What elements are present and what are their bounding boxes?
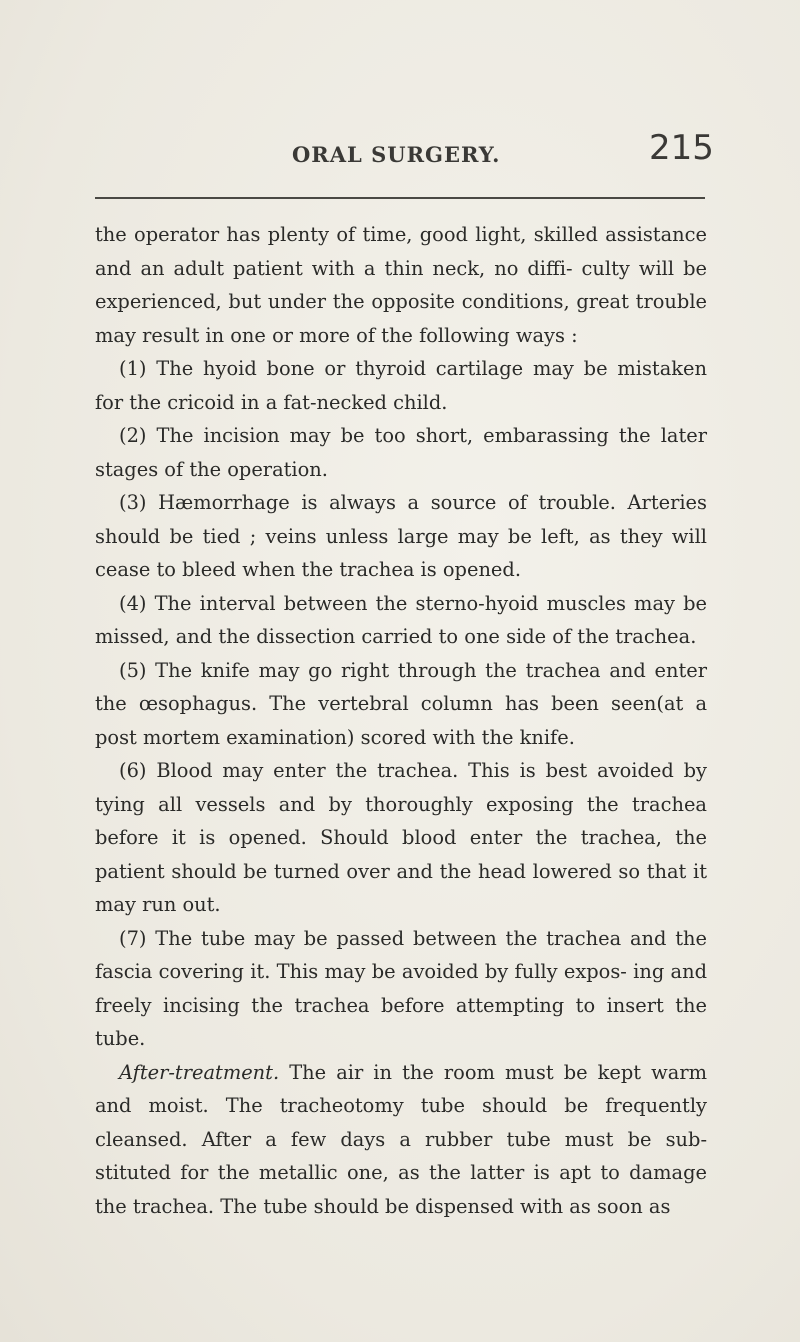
body-text [95,218,707,1223]
paragraph-item-4: (4) The interval between the sterno-hyoid muscles may be missed, and the dissection carried to one side of the trachea. [95,591,707,648]
header-rule [95,197,705,199]
paragraph-continuation: the operator has plenty of time, good light, skilled assistance and an adult patient with a thin neck, no diffi- culty will be experienced, but under the opposite conditions, great trouble may result in one or more of the following ways : [95,223,707,347]
paragraph-item-1: (1) The hyoid bone or thyroid cartilage may be mistaken for the cricoid in a fat-necked child. [95,357,707,414]
after-treatment-heading: After-treatment. [119,1060,280,1084]
paragraph-after-treatment [95,1056,707,1224]
paragraph-item-6: (6) Blood may enter the trachea. This is best avoided by tying all vessels and by thoroughly exposing the trachea before it is opened. Should blood enter the trachea, the patient should be turned over and the head lowered so that it may run out. [95,759,707,916]
page-number: 215 [649,128,714,168]
paragraph-item-3: (3) Hæmorrhage is always a source of trouble. Arteries should be tied ; veins unless large may be left, as they will cease to bleed when the trachea is opened. [95,491,707,581]
after-treatment-text: The air in the room must be kept warm and moist. The tracheotomy tube should be frequently cleansed. After a few days a rubber tube must be sub- stituted for the metallic one, as the latter is apt to damage the trachea. The tube should be dispensed with as soon as [95,1060,707,1218]
paragraph-item-5: (5) The knife may go right through the trachea and enter the œsophagus. The vertebral column has been seen(at a post mortem examination) scored with the knife. [95,658,707,749]
running-title: ORAL SURGERY. [292,142,501,167]
paragraph-item-2: (2) The incision may be too short, embarassing the later stages of the operation. [95,424,707,481]
paragraph-item-7: (7) The tube may be passed between the trachea and the fascia covering it. This may be avoided by fully expos- ing and freely incising the trachea before attempting to insert the tube. [95,926,707,1050]
